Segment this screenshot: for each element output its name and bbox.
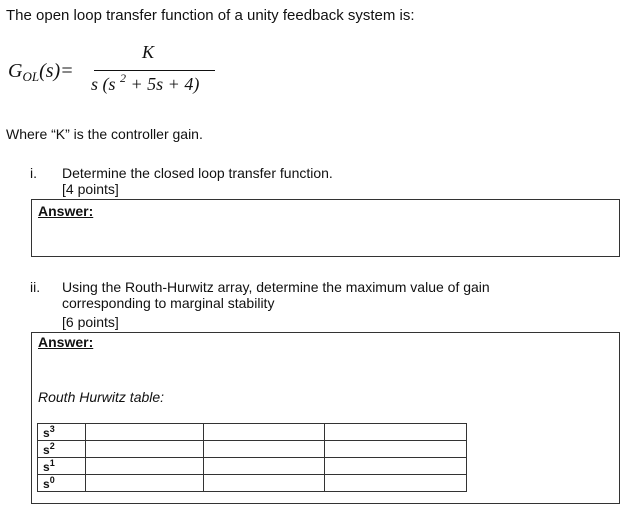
- fraction-bar: [94, 70, 215, 71]
- answer-box-1[interactable]: [31, 199, 620, 257]
- routh-row-s3: [38, 424, 467, 441]
- routh-cell[interactable]: [325, 441, 467, 458]
- routh-row-s2: [38, 441, 467, 458]
- routh-cell[interactable]: [325, 458, 467, 475]
- den-part2: + 5s + 4): [126, 74, 200, 94]
- question-1-text: Determine the closed loop transfer function.: [62, 165, 333, 181]
- lhs-main: G: [8, 60, 23, 82]
- routh-row-s0: [38, 475, 467, 492]
- question-1-number: i.: [30, 165, 37, 181]
- routh-cell[interactable]: [204, 424, 325, 441]
- row-label-s2: $s^2$: [38, 441, 86, 458]
- routh-row-s1: [38, 458, 467, 475]
- where-text: Where “K” is the controller gain.: [6, 126, 203, 142]
- row-label-s1: $s^1$: [38, 458, 86, 475]
- routh-cell[interactable]: [86, 475, 204, 492]
- transfer-function-numerator: K: [142, 42, 155, 62]
- intro-text: The open loop transfer function of a unity feedback system is:: [6, 7, 415, 24]
- routh-cell[interactable]: [204, 441, 325, 458]
- question-2-number: ii.: [30, 279, 41, 295]
- den-part1: s (s: [91, 74, 121, 94]
- question-2-text: Using the Routh-Hurwitz array, determine the maximum value of gain corresponding to marginal stability: [62, 279, 490, 311]
- routh-cell[interactable]: [86, 458, 204, 475]
- question-1-points: [4 points]: [62, 181, 119, 197]
- routh-table-title: Routh Hurwitz table:: [38, 389, 165, 405]
- row-label-s0: $s^0$: [38, 475, 86, 492]
- lhs-subscript: OL: [22, 69, 40, 84]
- transfer-function-lhs: [8, 60, 74, 83]
- routh-hurwitz-table: [37, 423, 467, 492]
- den-exponent: 2: [120, 71, 127, 85]
- routh-cell[interactable]: [325, 475, 467, 492]
- answer-label-2: Answer:: [38, 334, 94, 350]
- routh-cell[interactable]: [204, 458, 325, 475]
- routh-cell[interactable]: [86, 441, 204, 458]
- lhs-tail: (s)=: [39, 60, 74, 82]
- question-2-points: [6 points]: [62, 314, 119, 330]
- routh-cell[interactable]: [86, 424, 204, 441]
- transfer-function-denominator: [91, 71, 200, 95]
- routh-cell[interactable]: [325, 424, 467, 441]
- row-label-s3: $s^3$: [38, 424, 86, 441]
- routh-cell[interactable]: [204, 475, 325, 492]
- answer-label-1: Answer:: [38, 203, 94, 219]
